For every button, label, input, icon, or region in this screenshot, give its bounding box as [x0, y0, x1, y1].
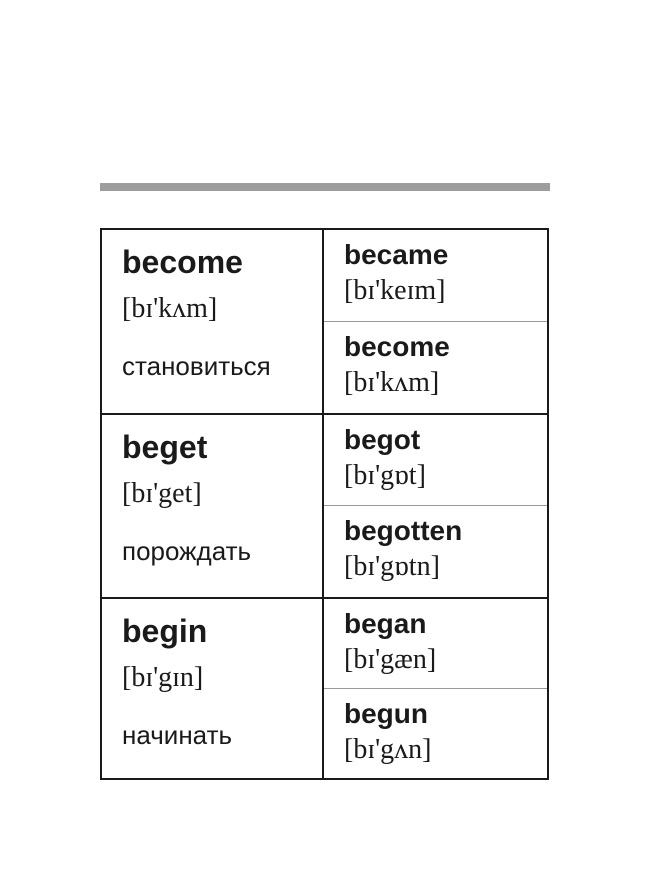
past-simple-box: [324, 415, 547, 506]
base-form-word: become: [122, 244, 243, 280]
past-simple-word: begot: [344, 424, 421, 455]
verb-row: [102, 413, 547, 597]
past-simple-box: [324, 599, 547, 689]
past-participle-transcription: [bɪ'gʌn]: [344, 733, 432, 765]
base-form-transcription: [bɪ'get]: [122, 478, 202, 509]
base-form-translation: становиться: [122, 351, 271, 381]
base-form-translation: начинать: [122, 720, 233, 750]
base-form-word: begin: [122, 613, 208, 649]
past-participle-transcription: [bɪ'gɒtn]: [344, 551, 440, 582]
top-divider-bar: [100, 183, 550, 191]
past-participle-word: begun: [344, 697, 428, 729]
past-participle-box: [324, 322, 547, 414]
base-form-cell: [102, 230, 324, 413]
past-participle-word: begotten: [344, 515, 463, 546]
past-participle-box: [324, 506, 547, 597]
base-form-transcription: [bɪ'kʌm]: [122, 293, 218, 324]
past-simple-word: became: [344, 239, 449, 270]
base-form-word: beget: [122, 429, 208, 465]
base-form-translation: порождать: [122, 536, 252, 566]
verb-forms-cell: [324, 230, 547, 413]
verb-forms-cell: [324, 415, 547, 597]
past-simple-box: [324, 230, 547, 322]
verb-row: [102, 230, 547, 413]
base-form-cell: [102, 415, 324, 597]
verb-forms-cell: [324, 599, 547, 778]
base-form-cell: [102, 599, 324, 778]
past-participle-box: [324, 689, 547, 779]
past-simple-transcription: [bɪ'keɪm]: [344, 275, 446, 306]
past-participle-transcription: [bɪ'kʌm]: [344, 366, 440, 398]
verb-row: [102, 597, 547, 778]
past-participle-word: become: [344, 330, 450, 362]
base-form-transcription: [bɪ'gɪn]: [122, 662, 204, 693]
past-simple-transcription: [bɪ'gæn]: [344, 644, 437, 675]
irregular-verbs-table: [100, 228, 549, 780]
past-simple-word: began: [344, 608, 427, 639]
past-simple-transcription: [bɪ'gɒt]: [344, 460, 426, 491]
